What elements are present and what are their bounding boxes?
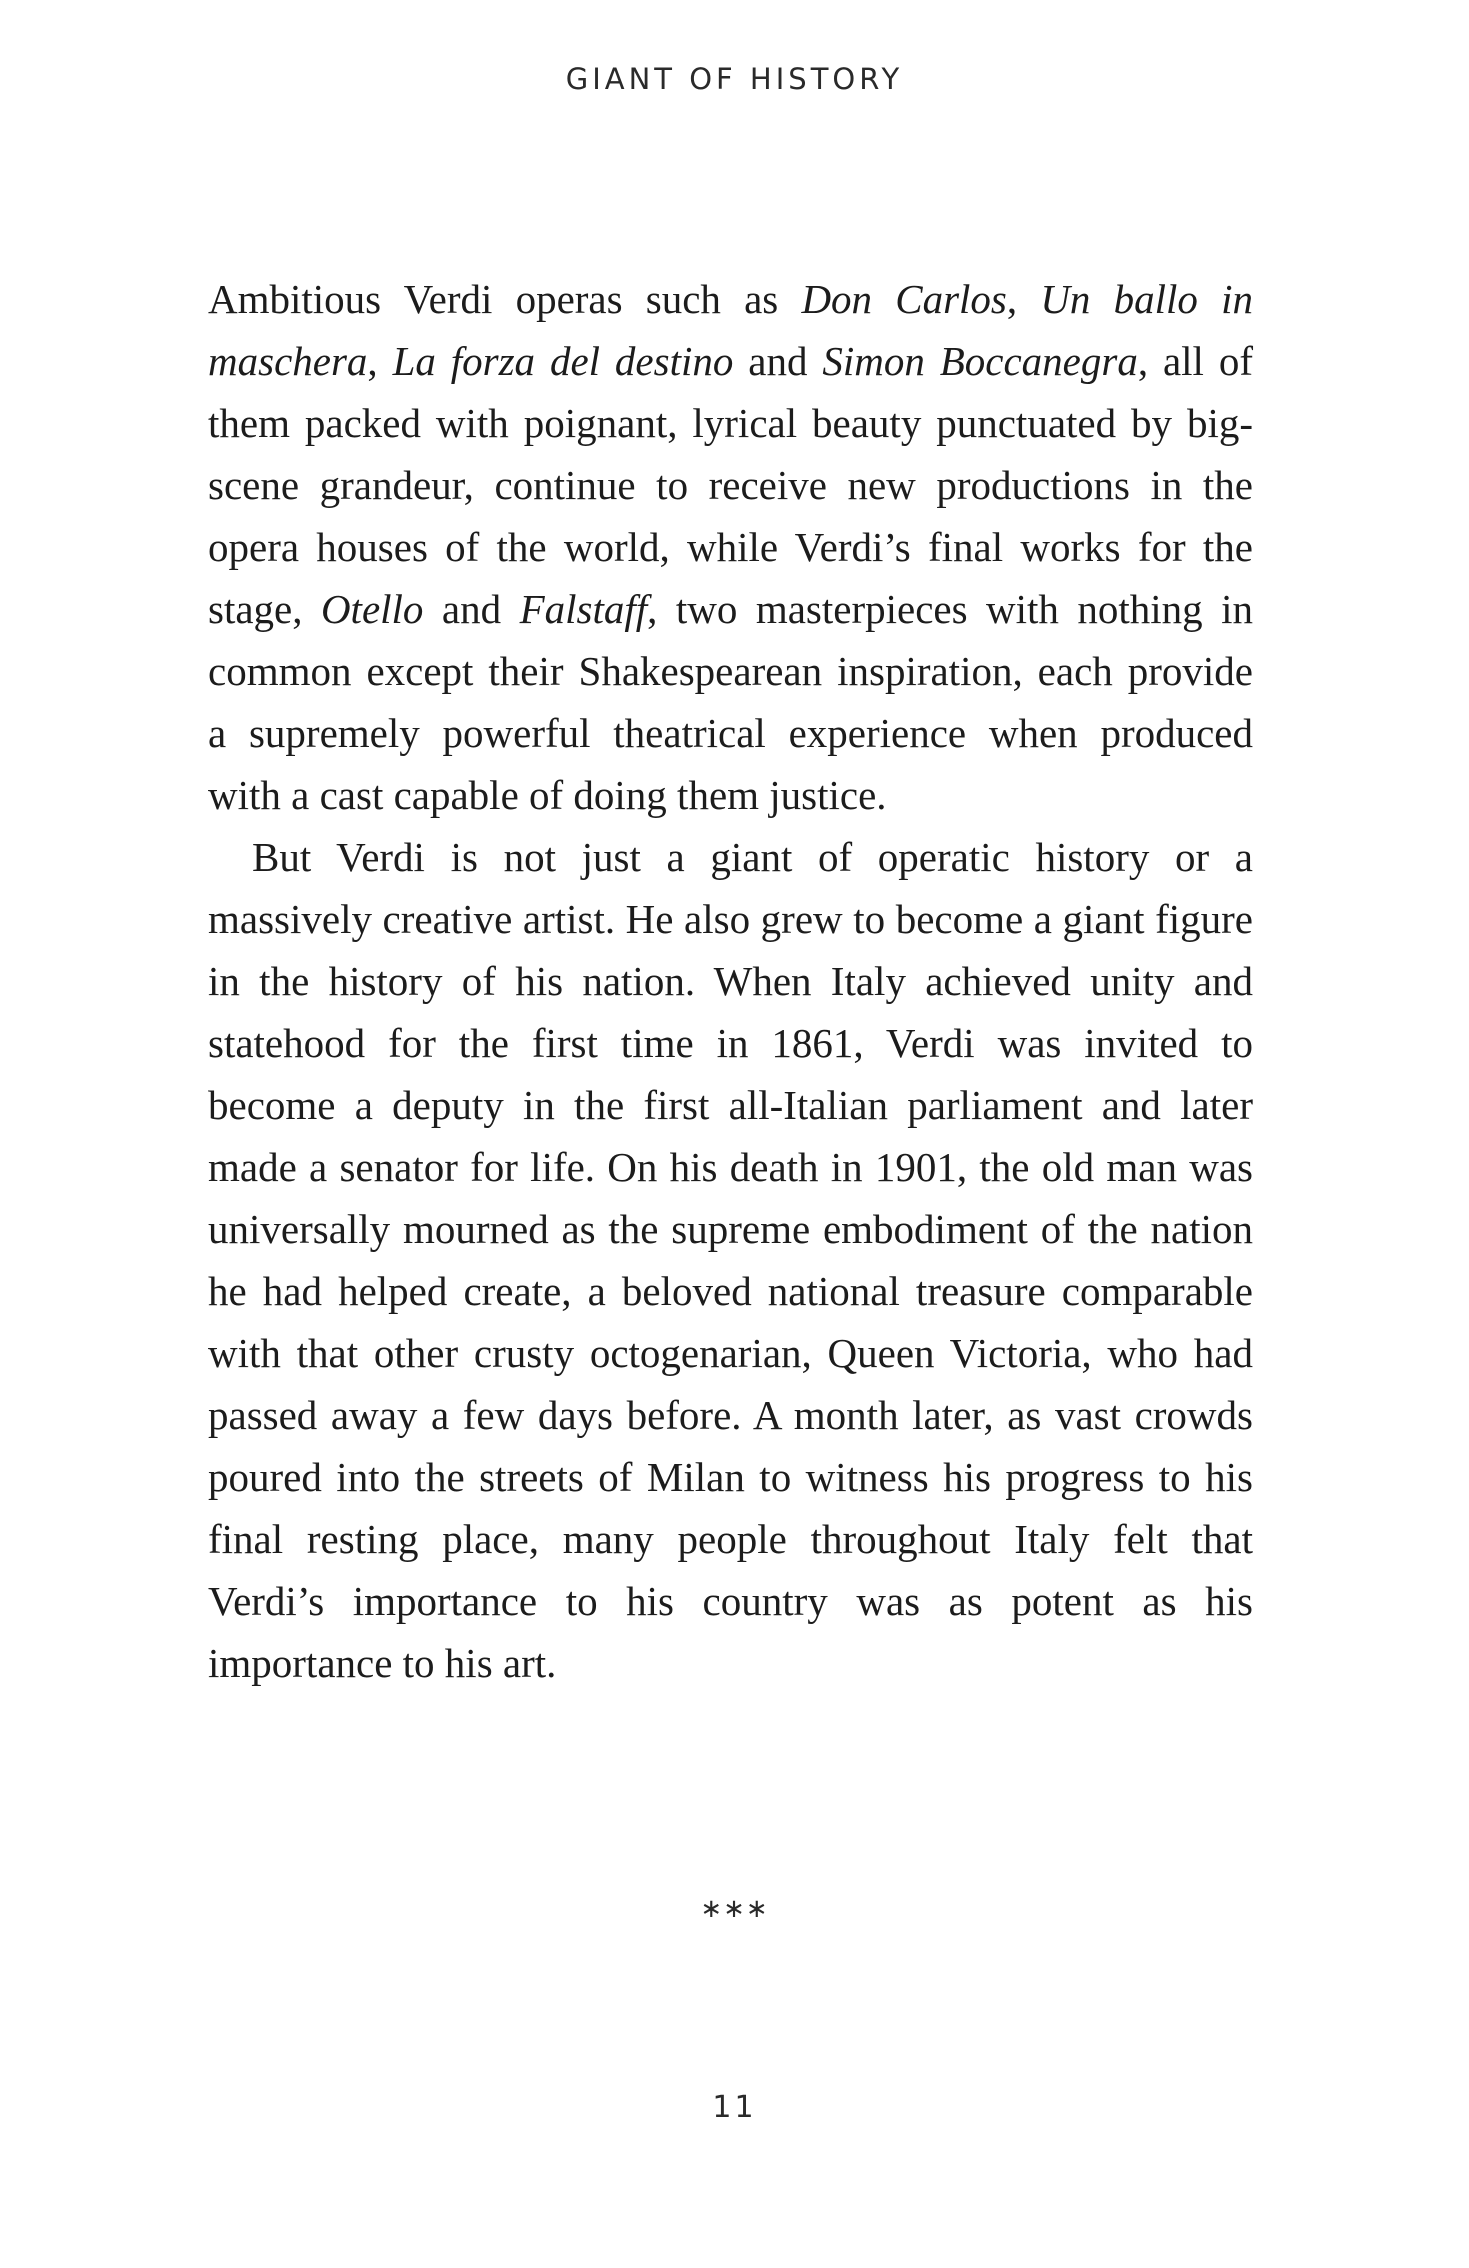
text-segment: Ambitious Verdi operas such as bbox=[208, 276, 802, 322]
text-segment: , two masterpieces with nothing in common except their Shakespearean inspiration, each provide a supremely powerful theatrical experience when produced with a cast capable of doing them justice. bbox=[208, 586, 1253, 818]
text-segment: , bbox=[1006, 276, 1041, 322]
page-number: 11 bbox=[712, 2090, 757, 2125]
opera-title-simon-boccanegra: Simon Boccanegra bbox=[822, 338, 1138, 384]
body-text bbox=[208, 268, 1253, 1694]
text-segment: , all of them packed with poignant, lyrical beauty punctuated by big-scene grandeur, continue to receive new productions in the opera houses of the world, while Verdi’s final works for the stage, bbox=[208, 338, 1253, 632]
running-head: GIANT OF HISTORY bbox=[565, 62, 904, 96]
paragraph-1 bbox=[208, 268, 1253, 826]
text-segment: , bbox=[367, 338, 393, 384]
opera-title-un-ballo: Un ballo in maschera bbox=[208, 276, 1253, 384]
opera-title-falstaff: Falstaff bbox=[519, 586, 648, 632]
opera-title-don-carlos: Don Carlos bbox=[801, 276, 1007, 322]
opera-title-la-forza: La forza del destino bbox=[392, 338, 734, 384]
paragraph-2 bbox=[208, 826, 1253, 1694]
text-segment: and bbox=[423, 586, 520, 632]
text-segment: and bbox=[733, 338, 823, 384]
opera-title-otello: Otello bbox=[320, 586, 424, 632]
section-break-ornament: ∗∗∗ bbox=[700, 1894, 769, 1924]
text-segment: But Verdi is not just a giant of operatic history or a massively creative artist. He also grew to become a giant figure in the history of his nation. When Italy achieved unity and statehood for the first time in 1861, Verdi was invited to become a deputy in the first all-Italian parliament and later made a senator for life. On his death in 1901, the old man was universally mourned as the supreme embodiment of the nation he had helped create, a beloved national treasure comparable with that other crusty octogenarian, Queen Victoria, who had passed away a few days before. A month later, as vast crowds poured into the streets of Milan to witness his progress to his final resting place, many people throughout Italy felt that Verdi’s importance to his country was as potent as his importance to his art. bbox=[208, 834, 1253, 1686]
